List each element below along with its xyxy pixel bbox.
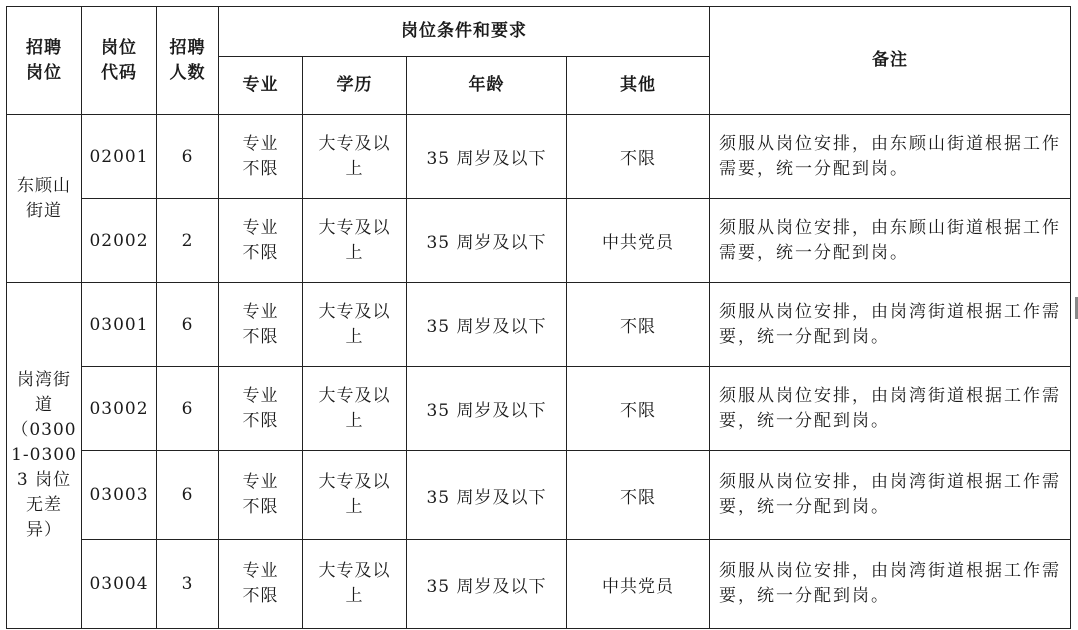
education-cell: 大专及以 上 bbox=[303, 199, 407, 283]
remark-cell: 须服从岗位安排，由岗湾街道根据工作需要，统一分配到岗。 bbox=[710, 283, 1071, 367]
age-cell: 35 周岁及以下 bbox=[407, 283, 567, 367]
table-row bbox=[7, 283, 1071, 367]
table-row bbox=[7, 115, 1071, 199]
education-cell: 大专及以 上 bbox=[303, 115, 407, 199]
post-code-cell: 03004 bbox=[82, 540, 157, 629]
post-count-cell: 2 bbox=[157, 199, 219, 283]
table-row bbox=[7, 540, 1071, 629]
post-code-cell: 03002 bbox=[82, 367, 157, 451]
header-age: 年龄 bbox=[407, 57, 567, 115]
post-code-cell: 03001 bbox=[82, 283, 157, 367]
header-remark: 备注 bbox=[710, 7, 1071, 115]
table-row bbox=[7, 367, 1071, 451]
other-cell: 不限 bbox=[567, 115, 710, 199]
other-cell: 不限 bbox=[567, 283, 710, 367]
education-cell: 大专及以 上 bbox=[303, 540, 407, 629]
education-cell: 大专及以 上 bbox=[303, 451, 407, 540]
header-post: 招聘 岗位 bbox=[7, 7, 82, 115]
other-cell: 不限 bbox=[567, 367, 710, 451]
post-name-cell: 东顾山 街道 bbox=[7, 115, 82, 283]
recruitment-table bbox=[6, 6, 1071, 629]
age-cell: 35 周岁及以下 bbox=[407, 540, 567, 629]
table-row bbox=[7, 451, 1071, 540]
header-other: 其他 bbox=[567, 57, 710, 115]
header-count: 招聘 人数 bbox=[157, 7, 219, 115]
major-cell: 专业 不限 bbox=[219, 367, 303, 451]
remark-cell: 须服从岗位安排，由岗湾街道根据工作需要，统一分配到岗。 bbox=[710, 540, 1071, 629]
age-cell: 35 周岁及以下 bbox=[407, 199, 567, 283]
remark-cell: 须服从岗位安排，由东顾山街道根据工作需要，统一分配到岗。 bbox=[710, 115, 1071, 199]
education-cell: 大专及以 上 bbox=[303, 367, 407, 451]
header-education: 学历 bbox=[303, 57, 407, 115]
remark-cell: 须服从岗位安排，由岗湾街道根据工作需要，统一分配到岗。 bbox=[710, 451, 1071, 540]
major-cell: 专业 不限 bbox=[219, 115, 303, 199]
post-code-cell: 02001 bbox=[82, 115, 157, 199]
major-cell: 专业 不限 bbox=[219, 451, 303, 540]
post-count-cell: 6 bbox=[157, 283, 219, 367]
other-cell: 不限 bbox=[567, 451, 710, 540]
major-cell: 专业 不限 bbox=[219, 283, 303, 367]
header-code: 岗位 代码 bbox=[82, 7, 157, 115]
post-count-cell: 3 bbox=[157, 540, 219, 629]
age-cell: 35 周岁及以下 bbox=[407, 451, 567, 540]
post-name-cell: 岗湾街 道 （0300 1-0300 3 岗位 无差 异） bbox=[7, 283, 82, 629]
table-row bbox=[7, 199, 1071, 283]
age-cell: 35 周岁及以下 bbox=[407, 367, 567, 451]
remark-cell: 须服从岗位安排，由东顾山街道根据工作需要，统一分配到岗。 bbox=[710, 199, 1071, 283]
post-count-cell: 6 bbox=[157, 451, 219, 540]
post-count-cell: 6 bbox=[157, 367, 219, 451]
major-cell: 专业 不限 bbox=[219, 540, 303, 629]
post-code-cell: 03003 bbox=[82, 451, 157, 540]
header-conditions: 岗位条件和要求 bbox=[219, 7, 710, 57]
remark-cell: 须服从岗位安排，由岗湾街道根据工作需要，统一分配到岗。 bbox=[710, 367, 1071, 451]
age-cell: 35 周岁及以下 bbox=[407, 115, 567, 199]
table-body bbox=[7, 115, 1071, 629]
other-cell: 中共党员 bbox=[567, 540, 710, 629]
post-code-cell: 02002 bbox=[82, 199, 157, 283]
major-cell: 专业 不限 bbox=[219, 199, 303, 283]
header-major: 专业 bbox=[219, 57, 303, 115]
other-cell: 中共党员 bbox=[567, 199, 710, 283]
education-cell: 大专及以 上 bbox=[303, 283, 407, 367]
post-count-cell: 6 bbox=[157, 115, 219, 199]
